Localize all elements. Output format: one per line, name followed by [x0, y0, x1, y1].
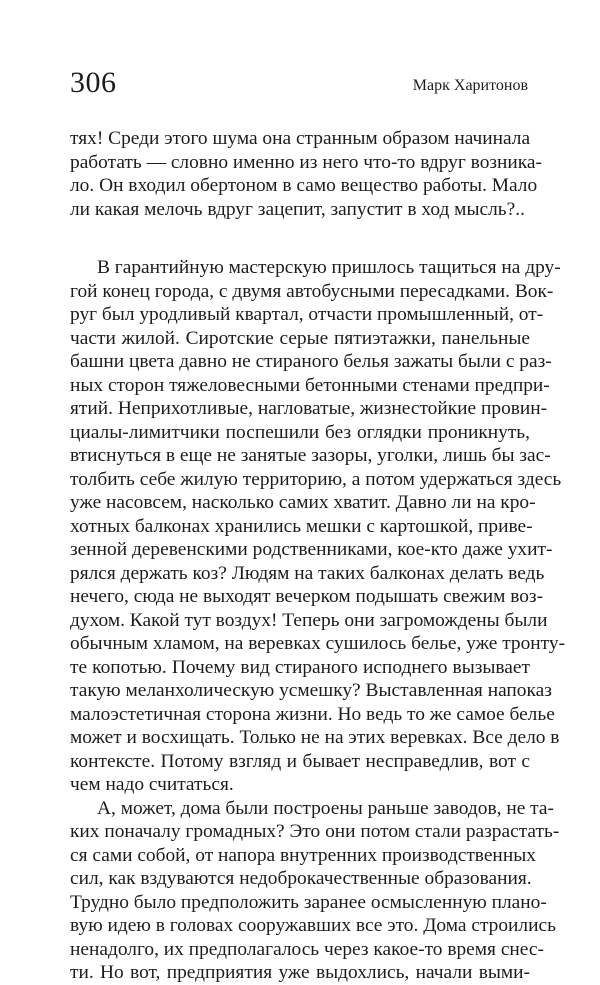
- text-line: ных сторон тяжеловесными бетонными стенами предпри-: [70, 374, 550, 396]
- text-line: втиснуться в еще не занятые зазоры, уголки, лишь бы зас-: [70, 445, 551, 466]
- text-line: уже насовсем, насколько самих хватит. Давно ли на кро-: [70, 492, 536, 513]
- text-line: тях! Среди этого шума она странным образом начинала: [70, 128, 531, 149]
- text-line: духом. Какой тут воздух! Теперь они загромождены были: [70, 609, 548, 631]
- text-line: ло. Он входил обертоном в само вещество работы. Мало: [70, 175, 538, 196]
- text-line: толбить себе жилую территорию, а потом удержаться здесь: [70, 468, 562, 490]
- text-line: ли какая мелочь вдруг зацепит, запустит в ход мысль?..: [70, 198, 525, 220]
- text-line: нечего, сюда не выходят вечерком подышать свежим воз-: [70, 586, 544, 607]
- text-line: контексте. Потому взгляд и бывает несправедлив, вот с: [70, 750, 530, 772]
- text-line: обычным хламом, на веревках сушилось белье, уже тронту-: [70, 633, 566, 654]
- text-line: гой конец города, с двумя автобусными пересадками. Вок-: [70, 280, 554, 302]
- text-line: циалы-лимитчики поспешили без оглядки проникнуть,: [70, 421, 530, 443]
- text-line: В гарантийную мастерскую пришлось тащиться на дру-: [97, 257, 561, 278]
- text-line: ненадолго, их предполагалось через какое-то время снес-: [70, 938, 544, 960]
- text-line: работать — словно именно из него что-то вдруг возника-: [70, 151, 542, 173]
- page-number: 306: [70, 66, 117, 99]
- text-line: вую идею в головах сооружавших все это. Дома строились: [70, 915, 556, 936]
- page-text: [70, 127, 566, 985]
- text-line: ких поначалу громадных? Это они потом стали разрастать-: [70, 821, 560, 842]
- text-line: ся сами собой, от напора внутренних производственных: [70, 844, 536, 866]
- paragraph: [70, 797, 560, 985]
- text-line: ятий. Неприхотливые, нагловатые, жизнестойкие провин-: [70, 398, 548, 419]
- text-line: хотных балконах хранились мешки с картошкой, приве-: [70, 515, 533, 537]
- text-line: может и восхищать. Только не на этих веревках. Все дело в: [70, 727, 560, 748]
- text-line: части жилой. Сиротские серые пятиэтажки, панельные: [70, 327, 530, 349]
- paragraph: [70, 256, 566, 797]
- text-line: сил, как вздуваются недоброкачественные образования.: [70, 868, 532, 889]
- text-line: башни цвета давно не стираного белья зажаты были с раз-: [70, 351, 552, 372]
- text-line: такую меланхолическую усмешку? Выставленная напоказ: [70, 680, 552, 701]
- text-line: зенной деревенскими родственниками, кое-кто даже ухит-: [70, 539, 553, 560]
- section-break: [70, 221, 530, 256]
- text-line: чем надо считаться.: [70, 774, 234, 795]
- running-head-author: Марк Харитонов: [412, 77, 528, 94]
- text-line: руг был уродливый квартал, отчасти промышленный, от-: [70, 304, 544, 325]
- text-line: А, может, дома были построены раньше заводов, не та-: [97, 797, 554, 819]
- paragraph: [70, 127, 542, 221]
- text-line: Трудно было предположить заранее осмысленную плано-: [70, 891, 547, 913]
- text-line: те копотью. Почему вид стираного исподнего вызывает: [70, 656, 530, 678]
- text-line: ти. Но вот, предприятия уже выдохлись, начали выми-: [70, 962, 530, 983]
- text-line: малоэстетичная сторона жизни. Но ведь то же самое белье: [70, 703, 555, 725]
- text-line: рялся держать коз? Людям на таких балконах делать ведь: [70, 562, 545, 584]
